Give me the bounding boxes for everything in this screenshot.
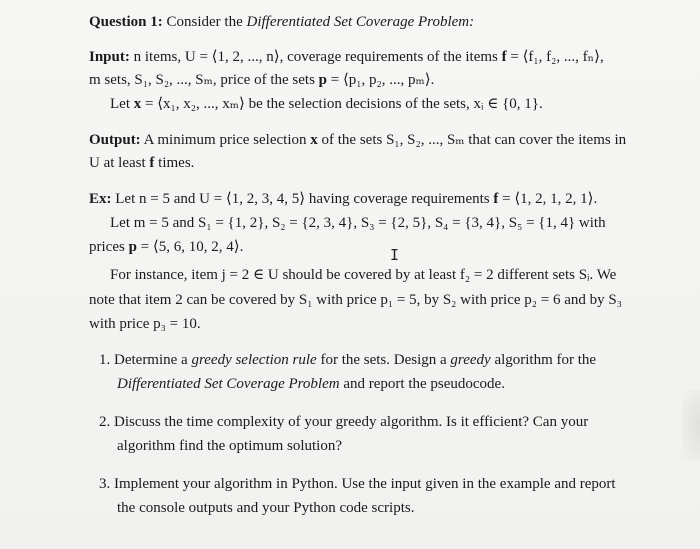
input-label: Input:: [89, 49, 130, 65]
x-vector-symbol: x: [133, 96, 142, 112]
task-1-problem-name: Differentiated Set Coverage Problem: [117, 376, 340, 392]
example-line-4: For instance, item j = 2 ∈ U should be covered by at least f₂ = 2 different sets Sᵢ. We: [110, 267, 617, 283]
task-2-number: 2.: [99, 414, 111, 430]
p-vector-symbol: p: [318, 72, 327, 88]
task-1-text-c: algorithm for the: [490, 352, 597, 368]
task-1-line-2: [117, 374, 505, 394]
output-text-2a: U at least: [89, 155, 150, 171]
output-text-1b: of the sets S₁, S₂, ..., Sₘ that can cover the items in: [317, 132, 627, 148]
task-2-text-1: Discuss the time complexity of your greedy algorithm. Is it efficient? Can your: [114, 414, 589, 430]
example-text-3b: = ⟨5, 6, 10, 2, 4⟩.: [136, 239, 244, 255]
task-1-text-b: for the sets. Design a: [316, 352, 451, 368]
input-line-2: [89, 70, 434, 90]
output-line-1: [89, 130, 626, 150]
f-vector-symbol: f: [501, 49, 507, 65]
question-header: [89, 12, 474, 32]
task-3-line-2: the console outputs and your Python code scripts.: [117, 500, 415, 516]
output-line-2: [89, 153, 194, 173]
example-text-1b: = ⟨1, 2, 1, 2, 1⟩.: [498, 191, 598, 207]
input-text-3a: Let: [110, 96, 134, 112]
task-1-line-1: [99, 350, 596, 370]
input-line-1: [89, 47, 604, 67]
question-label: Question 1:: [89, 14, 163, 30]
output-f-symbol: f: [149, 155, 155, 171]
example-label: Ex:: [89, 191, 112, 207]
example-line-1: [89, 189, 597, 209]
example-p-symbol: p: [128, 239, 137, 255]
task-1-emphasis: greedy selection rule: [191, 352, 317, 368]
output-label: Output:: [89, 132, 141, 148]
task-3-line-1: [99, 474, 616, 494]
problem-name: Differentiated Set Coverage Problem:: [246, 14, 475, 30]
task-2-line-1: [99, 412, 588, 432]
example-line-5: note that item 2 can be covered by S₁ with price p₁ = 5, by S₂ with price p₂ = 6 and by S₃: [89, 292, 622, 308]
input-text-2b: = ⟨p₁, p₂, ..., pₘ⟩.: [327, 72, 435, 88]
example-line-2: Let m = 5 and S₁ = {1, 2}, S₂ = {2, 3, 4}, S₃ = {2, 5}, S₄ = {3, 4}, S₅ = {1, 4} with: [110, 215, 606, 231]
task-1-emphasis-2: greedy: [450, 352, 491, 368]
question-intro: Consider the: [166, 14, 247, 30]
page-edge-shadow: [682, 390, 700, 460]
example-line-6: with price p₃ = 10.: [89, 316, 201, 332]
input-text-3b: = ⟨x₁, x₂, ..., xₘ⟩ be the selection decisions of the sets, xᵢ ∈ {0, 1}.: [141, 96, 543, 112]
output-text-2b: times.: [154, 155, 195, 171]
output-text-1a: A minimum price selection: [140, 132, 311, 148]
task-3-number: 3.: [99, 476, 111, 492]
task-3-text-1: Implement your algorithm in Python. Use the input given in the example and report: [114, 476, 616, 492]
task-1-text-d: and report the pseudocode.: [339, 376, 505, 392]
example-text-1a: Let n = 5 and U = ⟨1, 2, 3, 4, 5⟩ having coverage requirements: [111, 191, 494, 207]
example-line-3: [89, 237, 243, 257]
input-text-2a: m sets, S₁, S₂, ..., Sₘ, price of the sets: [89, 72, 319, 88]
task-1-number: 1.: [99, 352, 111, 368]
output-x-symbol: x: [310, 132, 318, 148]
example-text-3a: prices: [89, 239, 129, 255]
example-f-symbol: f: [493, 191, 499, 207]
input-text-1b: = ⟨f₁, f₂, ..., fₙ⟩,: [506, 49, 604, 65]
task-1-text-a: Determine a: [114, 352, 192, 368]
input-line-3: [110, 94, 543, 114]
task-2-line-2: algorithm find the optimum solution?: [117, 438, 342, 454]
text-cursor-icon: I: [390, 246, 400, 264]
input-text-1a: n items, U = ⟨1, 2, ..., n⟩, coverage requirements of the items: [129, 49, 502, 65]
